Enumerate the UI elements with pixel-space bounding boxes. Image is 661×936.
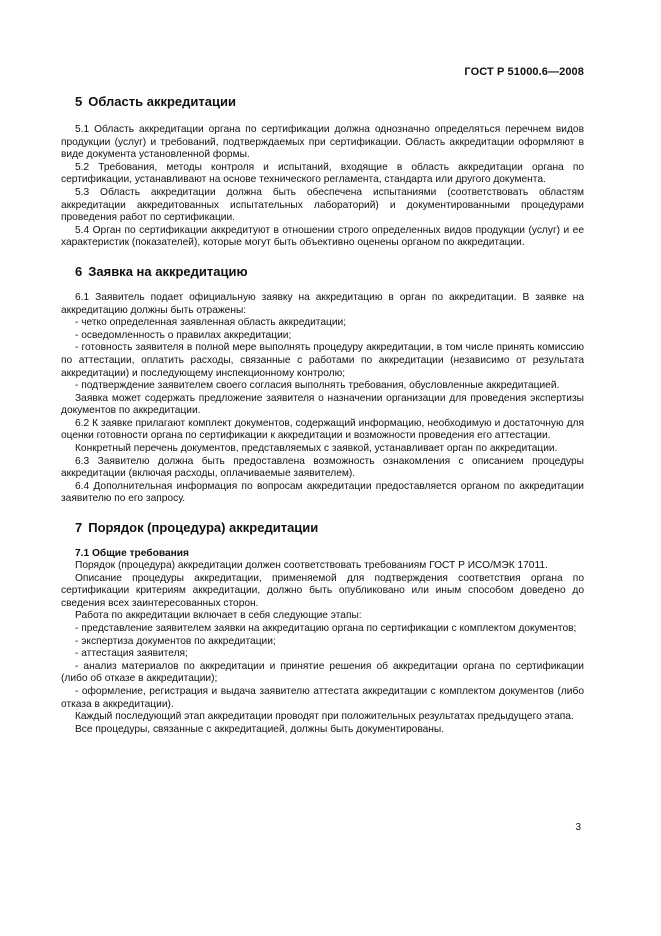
paragraph: Описание процедуры аккредитации, применяемой для подтверждения соответствия органа по сертификации критериям аккредитации, должно быть опубликовано или иным способом доведено до сведения всех заинтересованных сторон.: [61, 572, 584, 609]
paragraph: Все процедуры, связанные с аккредитацией, должны быть документированы.: [75, 723, 445, 735]
section-title: Заявка на аккредитацию: [88, 263, 248, 279]
section-6-heading: [75, 264, 584, 280]
list-item: - подтверждение заявителем своего согласия выполнять требования, обусловленные аккредитацией.: [75, 380, 560, 392]
list-item: - аттестация заявителя;: [75, 648, 188, 660]
list-item: - анализ материалов по аккредитации и принятие решения об аккредитации органа по сертификации (либо об отказе в аккредитации);: [61, 660, 584, 685]
list-item: - готовность заявителя в полной мере выполнять процедуру аккредитации, в том числе принять комиссию по аттестации, оплатить расходы, связанные с работами по аккредитации (независимо от результата аккредитации) и последующему инспекционному контролю;: [61, 342, 584, 379]
paragraph: Конкретный перечень документов, представляемых с заявкой, устанавливает орган по аккредитации.: [75, 443, 558, 455]
list-item: - оформление, регистрация и выдача заявителю аттестата аккредитации с комплектом документов (либо отказа в аккредитации).: [61, 685, 584, 710]
paragraph-5-2: 5.2 Требования, методы контроля и испытаний, входящие в область аккредитации органа по сертификации, устанавливают на основе технического регламента, стандарта или другого документа.: [61, 161, 584, 186]
section-number: 7: [75, 520, 83, 536]
section-number: 5: [75, 94, 83, 109]
section-title: Область аккредитации: [88, 94, 236, 109]
paragraph-6-2: 6.2 К заявке прилагают комплект документов, содержащий информацию, необходимую и достаточную для оценки готовности органа по сертификации к аккредитации и возможности проведения его аттестации.: [61, 417, 584, 442]
paragraph: Работа по аккредитации включает в себя следующие этапы:: [75, 610, 362, 622]
paragraph-5-4: 5.4 Орган по сертификации аккредитуют в отношении строго определенных видов продукции (услуг) и ее характеристик (показателей), которые могут быть объективно оценены органом по аккредитации.: [61, 224, 584, 249]
paragraph-6-4: 6.4 Дополнительная информация по вопросам аккредитации предоставляется органом по аккредитации заявителю по его запросу.: [61, 480, 584, 505]
paragraph: Заявка может содержать предложение заявителя о назначении организации для проведения экспертизы документов по аккредитации.: [61, 392, 584, 417]
list-item: - четко определенная заявленная область аккредитации;: [75, 317, 347, 329]
paragraph-5-3: 5.3 Область аккредитации должна быть обеспечена испытаниями (соответствовать областям аккредитации аккредитованных испытательных лабораторий) и документированными процедурами проведения работ по сертификации.: [61, 186, 584, 224]
page-number: 3: [575, 822, 581, 833]
document-code-header: ГОСТ Р 51000.6—2008: [464, 66, 584, 78]
subsection-7-1-heading: 7.1 Общие требования: [75, 548, 189, 560]
paragraph-5-1: 5.1 Область аккредитации органа по сертификации должна однозначно определяться перечнем видов продукции (услуг) и требований, подтверждаемых при сертификации. Область аккредитации оформляют в виде документа установленной формы.: [61, 124, 584, 161]
paragraph-6-1: 6.1 Заявитель подает официальную заявку на аккредитацию в орган по аккредитации. В заявке на аккредитацию должны быть отражены:: [61, 291, 584, 316]
paragraph-6-3: 6.3 Заявителю должна быть предоставлена возможность ознакомления с описанием процедуры аккредитации (включая расходы, оплачиваемые заявителем).: [61, 455, 584, 480]
section-title: Порядок (процедура) аккредитации: [88, 520, 319, 536]
list-item: - представление заявителем заявки на аккредитацию органа по сертификации с комплектом документов;: [75, 623, 577, 634]
section-5-heading: [75, 94, 584, 110]
section-7-heading: [75, 520, 584, 536]
paragraph: Каждый последующий этап аккредитации проводят при положительных результатах предыдущего этапа.: [75, 711, 574, 723]
list-item: - осведомленность о правилах аккредитации;: [75, 329, 292, 341]
section-number: 6: [75, 263, 83, 279]
paragraph: Порядок (процедура) аккредитации должен соответствовать требованиям ГОСТ Р ИСО/МЭК 17011.: [75, 560, 548, 572]
list-item: - экспертиза документов по аккредитации;: [75, 635, 276, 647]
page-content: [61, 92, 584, 736]
